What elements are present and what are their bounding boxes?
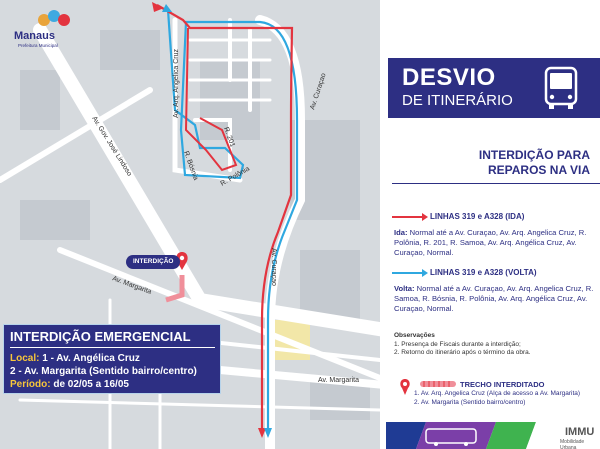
logo-tagline: Prefeitura Municipal — [18, 43, 58, 48]
subheading-divider — [392, 183, 600, 184]
route-volta-head: LINHAS 319 e A328 (VOLTA) — [430, 268, 537, 277]
label-gov-jose-lindoso: Av. Gov. José Lindoso — [90, 115, 133, 178]
emergency-local-1: 1 - Av. Angélica Cruz — [42, 353, 140, 364]
trecho-title: TRECHO INTERDITADO — [460, 380, 545, 389]
subheading: INTERDIÇÃO PARA REPAROS NA VIA — [478, 148, 590, 177]
emergency-title: INTERDIÇÃO EMERGENCIAL — [10, 329, 191, 344]
title-main: DESVIO — [402, 64, 496, 91]
interdicao-tag: INTERDIÇÃO — [126, 255, 180, 269]
observation-item: 2. Retorno do itinerário após o término da obra. — [394, 349, 531, 356]
closed-road-icon — [420, 380, 456, 388]
volta-arrow-icon — [392, 268, 428, 278]
emergency-period-value: de 02/05 a 16/05 — [53, 379, 129, 390]
emergency-divider — [10, 347, 215, 348]
label-margarita-right: Av. Margarita — [318, 377, 359, 384]
label-curacao-top: Av. Curaçao — [309, 72, 328, 111]
trecho-items — [414, 390, 594, 407]
emergency-period-row — [10, 379, 129, 390]
label-r-bosnia: R. Bósnia — [182, 150, 200, 182]
observations — [394, 332, 594, 358]
route-volta-label: Volta: — [394, 284, 415, 293]
route-ida-text: Normal até a Av. Curaçao, Av. Arq. Angelica Cruz, R. Polônia, R. 201, R. Samoa, Av. Arq. Angélica Cruz, Av. Curaçao, Normal. — [394, 228, 587, 257]
emergency-period-label: Período: — [10, 379, 51, 390]
emergency-local-label: Local: — [10, 353, 40, 364]
label-r201: R. 201 — [222, 126, 236, 149]
route-ida-desc — [394, 228, 594, 258]
emergency-local-row — [10, 353, 140, 364]
trecho-item: 2. Av. Margarita (Sentido bairro/centro) — [414, 398, 526, 406]
emergency-box — [3, 324, 221, 394]
label-arq-angelica-cruz: Av. Arq. Angelica Cruz — [173, 49, 180, 118]
logo-name: Manaus — [14, 30, 55, 42]
bus-icon — [538, 66, 584, 110]
label-curacao-mid: Av. Curaçao — [270, 248, 277, 286]
route-ida-head: LINHAS 319 e A328 (IDA) — [430, 212, 525, 221]
immu-tagline: Mobilidade Urbana — [560, 439, 585, 449]
immu-logo: IMMU — [565, 426, 595, 438]
observation-item: 1. Presença de Fiscais durante a interdição; — [394, 340, 521, 348]
route-volta-desc — [394, 284, 594, 314]
observations-title: Observações — [394, 332, 435, 339]
trecho-item: 1. Av. Arq. Angelica Cruz (Alça de acesso a Av. Margarita) — [414, 390, 581, 397]
label-margarita-left: Av. Margarita — [111, 275, 153, 296]
title-sub: DE ITINERÁRIO — [402, 92, 513, 109]
label-r-polonia: R. Polônia — [219, 165, 251, 188]
route-volta-text: Normal até a Av. Curaçao, Av. Arq. Angelica Cruz, R. Samoa, R. Bósnia, R. Polônia, Av. Arq. Angélica Cruz, Av. Curaçao, Normal. — [394, 284, 594, 313]
location-pin-icon — [398, 378, 412, 396]
route-ida-label: Ida: — [394, 228, 408, 237]
ida-arrow-icon — [392, 212, 428, 222]
emergency-local-2: 2 - Av. Margarita (Sentido bairro/centro) — [10, 366, 197, 377]
